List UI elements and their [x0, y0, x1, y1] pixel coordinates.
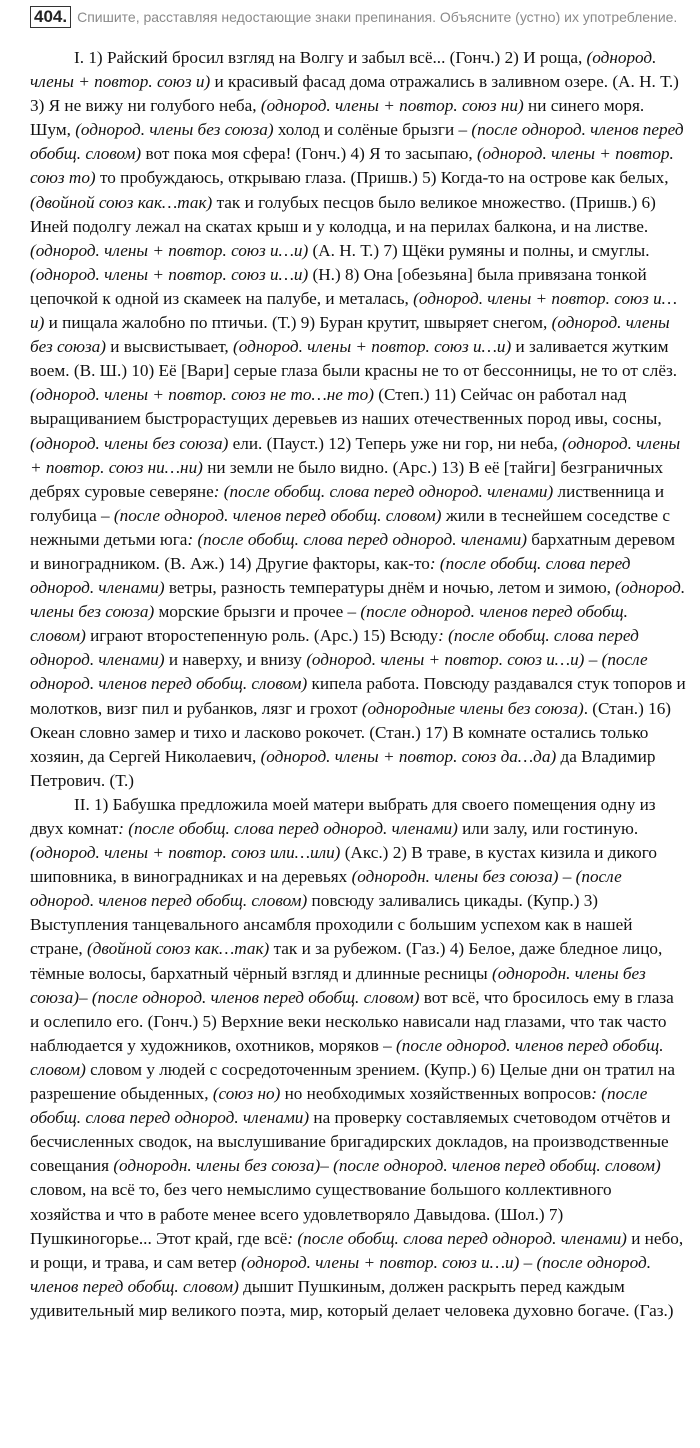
text-segment: морские брызги и прочее –: [154, 602, 361, 622]
punctuation-note: (однород. члены + повтор. союз и…и): [306, 650, 585, 670]
punctuation-note: (однород. члены + повтор. союз ни…ни): [30, 433, 681, 477]
text-segment: так и голубых песцов было великое множество. (Пришв.) 6) Иней подолгу лежал на скатах крыш и у колодца, и на перилах балкона, и на листве.: [30, 192, 656, 236]
punctuation-note: : (после обобщ. слова перед однород. членами): [30, 1084, 648, 1128]
punctuation-note: (после однород. членов перед обобщ. словом): [30, 650, 648, 694]
punctuation-note: (после однород. членов перед обобщ. словом): [30, 1252, 652, 1296]
punctuation-note: (союз но): [212, 1084, 281, 1104]
punctuation-note: : (после обобщ. слова перед однород. членами): [213, 481, 554, 501]
punctuation-note: (однород. члены + повтор. союз ни): [260, 96, 524, 116]
punctuation-note: (однород. члены + повтор. союз и…и): [241, 1252, 520, 1272]
text-segment: (А. Н. Т.) 7) Щёки румяны и полны, и смуглы.: [308, 240, 650, 260]
text-segment: вот всё, что бросилось ему в глаза и ослепило его. (Гонч.) 5) Верхние веки несколько нависали над глазами, что так часто наблюдается у художников, охотников, моряков –: [30, 987, 674, 1055]
text-segment: ветры, разность температуры днём и ночью, летом и зимою,: [164, 578, 616, 598]
text-segment: словом, на всё то, без чего немыслимо существование большого коллективного хозяйства и что в работе менее всего удовлетворяло Давыдова. (Шол.) 7) Пушкиногорье... Этот край, где всё: [30, 1180, 612, 1248]
text-segment: и красивый фасад дома отражались в заливном озере. (А. Н. Т.) 3) Я не вижу ни голубого неба,: [30, 72, 679, 116]
punctuation-note: (однород. члены + повтор. союз не то…не то): [30, 385, 374, 405]
text-segment: вот пока моя сфера! (Гонч.) 4) Я то засыпаю,: [141, 144, 477, 164]
part-one-paragraph: [30, 46, 686, 793]
punctuation-note: : (после обобщ. слова перед однород. членами): [118, 819, 458, 838]
text-segment: ни синего моря. Шум,: [30, 96, 645, 140]
text-segment: 1) Райский бросил взгляд на Волгу и забыл всё... (Гонч.) 2) И роща,: [84, 48, 587, 67]
text-segment: (Н.) 8) Она [обезьяна] была привязана тонкой цепочкой к одной из скамеек на палубе, и металась,: [30, 264, 647, 308]
punctuation-note: (однород. члены + повтор. союз или…или): [30, 843, 341, 863]
punctuation-note: (однород. члены + повтор. союз и…и): [30, 264, 309, 284]
punctuation-note: (однород. члены + повтор. союз и): [30, 48, 657, 92]
exercise-body: [30, 46, 686, 1323]
text-segment: дышит Пушкиным, должен раскрыть перед каждым удивительный мир великого поэта, мир, который делает человека духовно богаче. (Газ.): [30, 1276, 674, 1320]
text-segment: ели. (Пауст.) 12) Теперь уже ни гор, ни неба,: [228, 433, 563, 453]
text-segment: жили в теснейшем соседстве с нежными детьми юга: [30, 505, 670, 549]
text-segment: ни земли не было видно. (Арс.) 13) В её [тайги] безграничных дебрях суровые северяне: [30, 457, 664, 501]
punctuation-note: (после однород. членов перед обобщ. словом): [333, 1156, 661, 1176]
text-segment: –: [584, 650, 602, 670]
text-segment: и высвистывает,: [105, 337, 234, 357]
text-segment: –: [320, 1156, 334, 1176]
punctuation-note: : (после обобщ. слова перед однород. членами): [287, 1228, 627, 1248]
text-segment: и наверху, и внизу: [164, 650, 307, 670]
text-segment: на проверку составляемых счетоводом отчётов и бесчисленных сводок, на выслушивание бригадирских докладов, на производственные совещания: [30, 1108, 671, 1176]
punctuation-note: (однородн. члены без союза): [351, 867, 559, 887]
text-segment: и пищала жалобно по птичьи. (Т.) 9) Буран крутит, швыряет снегом,: [44, 313, 552, 333]
punctuation-note: (однород. члены без союза): [30, 313, 670, 357]
punctuation-note: : (после обобщ. слова перед однород. членами): [30, 626, 639, 670]
punctuation-note: (однород. члены + повтор. союз то): [30, 144, 674, 188]
punctuation-note: (после однород. членов перед обобщ. словом): [30, 120, 684, 164]
punctuation-note: (после однород. членов перед обобщ. словом): [113, 505, 442, 525]
punctuation-note: (однород. члены без союза): [30, 433, 229, 453]
punctuation-note: (однород. члены + повтор. союз и…и): [30, 240, 309, 260]
exercise-number-box: 404.: [30, 6, 71, 28]
punctuation-note: (после однород. членов перед обобщ. словом): [91, 987, 420, 1007]
text-segment: но необходимых хозяйственных вопросов: [280, 1084, 592, 1104]
punctuation-note: (после однород. членов перед обобщ. словом): [30, 602, 628, 646]
punctuation-note: (двойной союз как…так): [87, 939, 270, 959]
punctuation-note: (однород. члены + повтор. союз и…и): [30, 288, 678, 333]
punctuation-note: : (после обобщ. слова перед однород. членами): [30, 553, 631, 598]
text-segment: и заливается жутким воем. (В. Ш.) 10) Её [Вари] серые глаза были красны не то от бессонницы, не то от слёз.: [30, 337, 678, 381]
text-segment: бархатным деревом и виноградником. (В. Аж.) 14) Другие факторы, как-то: [30, 529, 675, 573]
punctuation-note: : (после обобщ. слова перед однород. членами): [187, 529, 527, 549]
text-segment: (Акс.) 2) В траве, в кустах кизила и дикого шиповника, в виноградниках и на деревьях: [30, 843, 657, 887]
punctuation-note: (после однород. членов перед обобщ. словом): [30, 1035, 664, 1079]
text-segment: . (Стан.) 16) Океан словно замер и тихо и ласково рокочет. (Стан.) 17) В комнате остались только хозяин, да Сергей Николаевич,: [30, 698, 672, 766]
part-label: I.: [74, 48, 85, 67]
text-segment: так и за рубежом. (Газ.) 4) Белое, даже бледное лицо, тёмные волосы, бархатный чёрный взгляд и длинные ресницы: [30, 939, 663, 983]
text-segment: –: [558, 867, 576, 887]
text-segment: холод и солёные брызги –: [273, 120, 472, 140]
punctuation-note: (двойной союз как…так): [30, 192, 213, 212]
text-segment: то пробуждаюсь, открываю глаза. (Пришв.) 5) Когда-то на острове как белых,: [95, 168, 669, 188]
punctuation-note: (однородн. члены без союза): [113, 1156, 321, 1176]
punctuation-note: (после однород. членов перед обобщ. словом): [30, 867, 622, 911]
text-segment: словом у людей с сосредоточенным зрением. (Купр.) 6) Целые дни он тратил на разрешение обыденных,: [30, 1059, 676, 1104]
text-segment: повсюду заливались цикады. (Купр.) 3) Выступления танцевального ансамбля проходили с большим успехом как в нашей стране,: [30, 891, 633, 959]
text-segment: 1) Бабушка предложила моей матери выбрать для своего помещения одну из двух комнат: [30, 794, 656, 838]
text-segment: играют второстепенную роль. (Арс.) 15) Всюду: [85, 626, 439, 646]
punctuation-note: (однородн. члены без союза): [30, 963, 646, 1007]
punctuation-note: (однород. члены + повтор. союз да…да): [260, 746, 557, 766]
part-label: II.: [74, 794, 90, 814]
punctuation-note: (однород. члены без союза): [30, 578, 686, 622]
text-segment: да Владимир Петрович. (Т.): [30, 746, 656, 790]
part-two-paragraph: [30, 793, 686, 1323]
punctuation-note: (однород. члены без союза): [75, 120, 274, 140]
text-segment: –: [78, 987, 92, 1007]
exercise-instruction: Спишите, расставляя недостающие знаки препинания. Объясните (устно) их употребление.: [77, 9, 678, 25]
text-segment: (Степ.) 11) Сейчас он работал над выращиванием быстрорастущих деревьев из наших отечественных пород ивы, сосны,: [30, 385, 662, 429]
text-segment: или залу, или гостиную.: [457, 819, 639, 838]
text-segment: кипела работа. Повсюду раздавался стук топоров и молотков, визг пил и рубанков, лязг и грохот: [30, 674, 686, 718]
text-segment: –: [519, 1252, 537, 1272]
exercise-header: [30, 6, 686, 28]
punctuation-note: (однородные члены без союза): [361, 698, 584, 718]
punctuation-note: (однород. члены + повтор. союз и…и): [233, 337, 512, 357]
text-segment: лиственница и голубица –: [30, 481, 665, 525]
text-segment: и небо, и рощи, и трава, и сам ветер: [30, 1228, 684, 1272]
